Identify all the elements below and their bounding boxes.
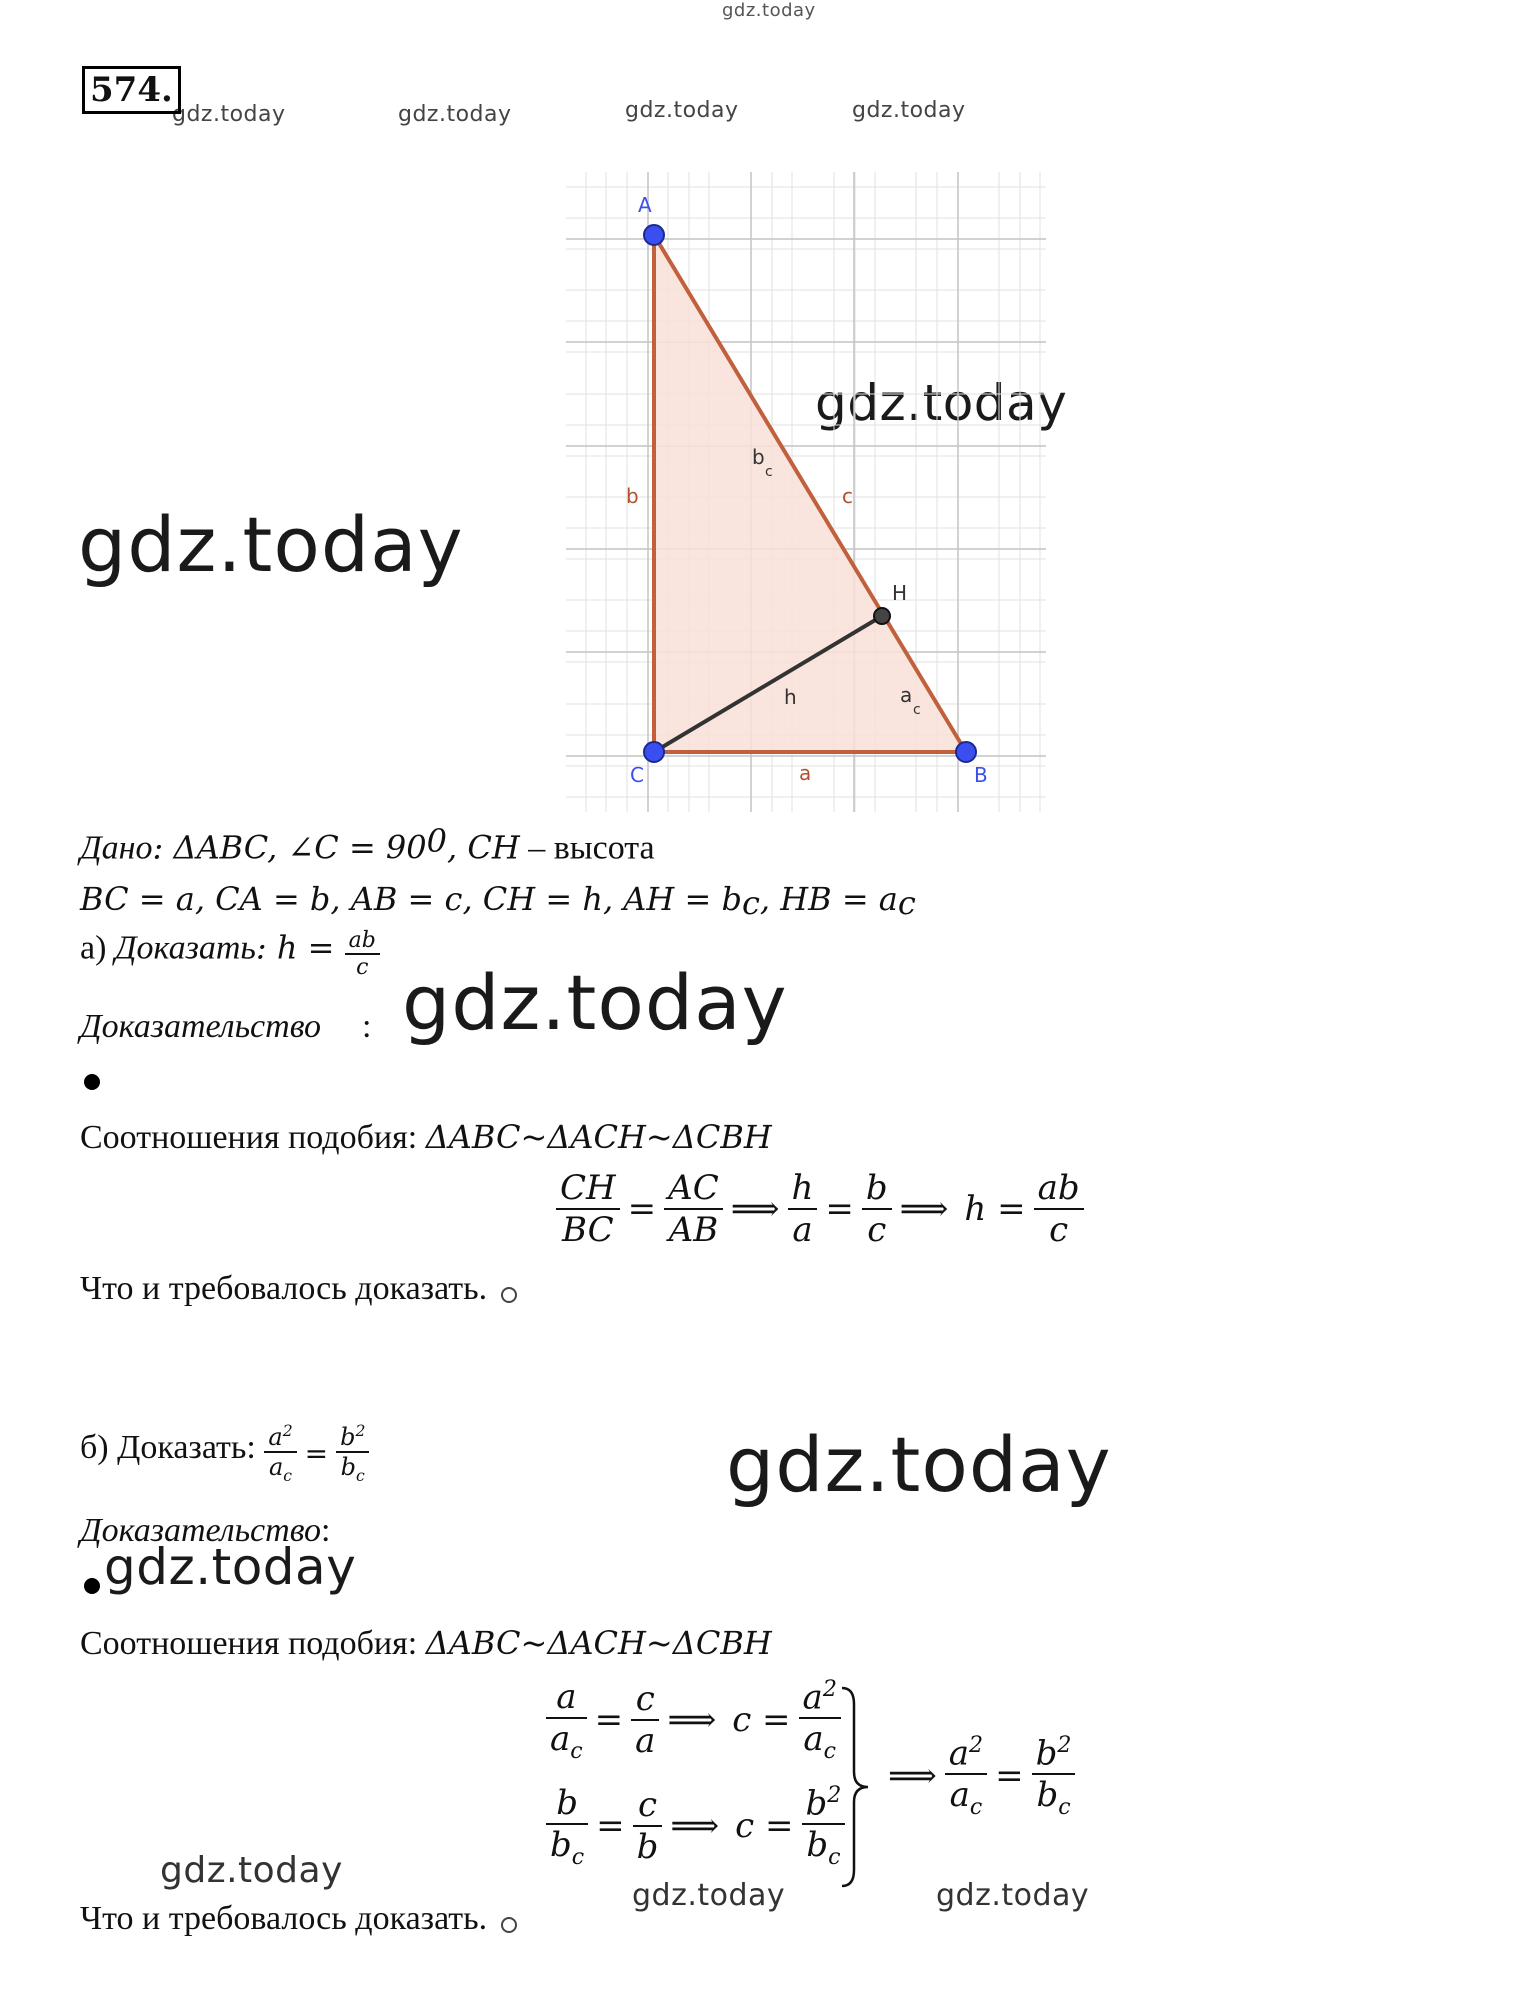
watermark-row-3: gdz.today	[625, 98, 739, 123]
part-a-frac: $\frac{ab}{c}$	[345, 928, 380, 980]
right-brace	[838, 1684, 874, 1890]
label-altitude-h: h	[784, 685, 797, 709]
part-b-conclusion: Что и требовалось доказать.	[80, 1900, 517, 1938]
part-b-row-1: $\frac{a}{a_c}$ = $\frac{c}{a}$ ⟹ c = $\frac{a^2}{a_c}$	[546, 1676, 841, 1764]
label-segment-ac: a	[900, 683, 913, 707]
watermark-row-4: gdz.today	[852, 98, 966, 123]
part-a-chain: $\frac{CH}{BC}$ = $\frac{AC}{AB}$ ⟹ $\frac{h}{a}$ = $\frac{b}{c}$ ⟹ h = $\frac{ab}{c}$	[556, 1168, 1084, 1250]
label-vertex-a: A	[638, 193, 652, 217]
part-a-similarity	[80, 1118, 772, 1157]
watermark-bottom-right: gdz.today	[936, 1878, 1090, 1913]
point-b	[956, 742, 976, 762]
watermark-row-1: gdz.today	[172, 102, 286, 127]
given-line2-math: BC = a, CA = b, AB = c, CH = h, AH = b	[80, 880, 742, 918]
point-c	[644, 742, 664, 762]
label-segment-ac-sub: c	[913, 702, 921, 718]
given-line-1	[80, 822, 655, 867]
watermark-top: gdz.today	[722, 0, 816, 21]
given-line-2	[80, 880, 916, 922]
given-line2-sub2: c	[897, 884, 916, 923]
given-line2-end: , HB = a	[759, 880, 898, 918]
triangle-abc	[654, 235, 966, 752]
part-b-result: ⟹ $\frac{a^2}{a_c}$ = $\frac{b^2}{b_c}$	[880, 1732, 1075, 1820]
part-a-conclusion: Что и требовалось доказать.	[80, 1270, 517, 1308]
watermark-left-large: gdz.today	[78, 500, 464, 589]
problem-number: 574.	[82, 66, 181, 114]
part-b-similarity	[80, 1624, 772, 1663]
part-a-formula-left: : h =	[255, 928, 345, 967]
triangle-figure	[566, 172, 1046, 812]
given-line1-text: – высота	[519, 829, 655, 867]
watermark-bottom-mid: gdz.today	[632, 1878, 786, 1913]
part-b-similarity-text: Соотношения подобия:	[80, 1625, 426, 1662]
watermark-row-2: gdz.today	[398, 102, 512, 127]
part-a-similarity-math: ΔABC~ΔACH~ΔCBH	[425, 1118, 772, 1156]
watermark-figure: gdz.today	[815, 374, 1068, 432]
point-a	[644, 225, 664, 245]
watermark-right-large: gdz.today	[726, 1420, 1112, 1509]
qed-icon	[501, 1917, 517, 1933]
given-label: Дано	[80, 829, 153, 867]
label-vertex-b: B	[974, 763, 988, 787]
part-b-row-2: $\frac{b}{b_c}$ = $\frac{c}{b}$ ⟹ c = $\frac{b^2}{b_c}$	[546, 1782, 845, 1870]
part-b-prefix: б) Доказать:	[80, 1428, 265, 1466]
label-vertex-h: H	[892, 581, 908, 605]
label-segment-bc: b	[752, 445, 765, 469]
label-side-c: c	[842, 484, 853, 508]
watermark-b-proof: gdz.today	[104, 1538, 357, 1596]
qed-icon	[501, 1287, 517, 1303]
part-b-bullet	[84, 1578, 100, 1594]
part-a-bullet	[84, 1074, 100, 1090]
given-deg: 0	[426, 822, 447, 860]
part-a-proof-label: Доказательство	[80, 1008, 322, 1045]
label-segment-bc-sub: c	[765, 464, 773, 480]
part-a-prefix: а)	[80, 929, 115, 967]
given-line2-sub1: c	[741, 884, 760, 923]
part-a-similarity-text: Соотношения подобия:	[80, 1119, 426, 1156]
watermark-mid-large: gdz.today	[402, 958, 788, 1047]
given-line1-math: : ΔABC, ∠C = 90	[152, 828, 427, 867]
part-a-prove	[80, 928, 380, 980]
part-b-similarity-math: ΔABC~ΔACH~ΔCBH	[425, 1624, 772, 1662]
part-b-proof-label: Доказательство:	[80, 1512, 331, 1549]
label-side-a: a	[799, 761, 812, 785]
given-line1-tail: , CH	[447, 828, 520, 867]
point-h	[874, 608, 890, 624]
part-a-prove-label: Доказать	[114, 929, 256, 967]
label-side-b: b	[626, 484, 639, 508]
label-vertex-c: C	[630, 763, 644, 787]
watermark-bottom-left: gdz.today	[160, 1850, 343, 1891]
part-b-prove: б) Доказать: $\frac{a^2}{a_c}$ = $\frac{b^2}{b_c}$	[80, 1422, 369, 1485]
